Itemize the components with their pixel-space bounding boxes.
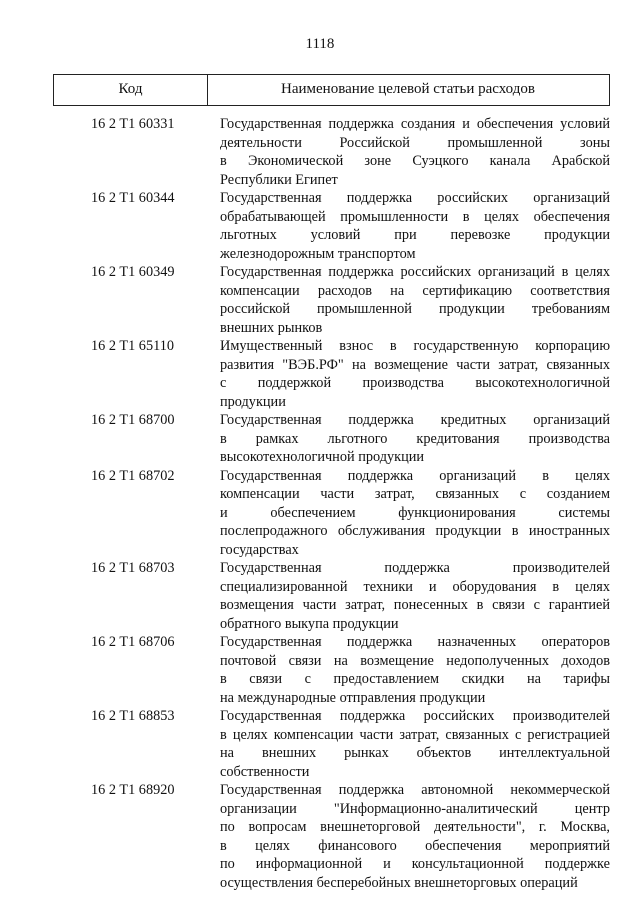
row-description (220, 781, 610, 892)
description-line: специализированной техники и оборудования в целях (220, 578, 610, 595)
description-line: с поддержкой производства высокотехнологичной (220, 375, 610, 391)
description-line: обратного выкупа продукции (220, 615, 399, 632)
description-line: в рамках льготного кредитования производства (220, 430, 610, 447)
description-line: в Экономической зоне Суэцкого канала Арабской (220, 153, 610, 169)
description-line: развития "ВЭБ.РФ" на возмещение части затрат, связанных (220, 356, 610, 373)
description-line: льготных условий при перевозке продукции (220, 227, 610, 243)
table-row (53, 559, 610, 633)
row-code: 16 2 T1 60344 (91, 190, 175, 206)
description-line: Государственная поддержка российских организаций в целях (220, 264, 610, 280)
description-line: на международные отправления продукции (220, 689, 486, 706)
row-description (220, 707, 610, 781)
description-line: Государственная поддержка организаций в целях (220, 467, 610, 484)
description-line: возмещения части затрат, понесенных в связи с гарантией (220, 597, 610, 613)
row-code: 16 2 T1 60349 (91, 264, 175, 280)
row-code: 16 2 T1 68702 (91, 467, 175, 484)
description-line: Государственная поддержка российских организаций (220, 190, 610, 206)
row-code: 16 2 T1 60331 (91, 116, 175, 132)
description-line: Государственная поддержка кредитных организаций (220, 412, 610, 428)
description-line: продукции (220, 393, 286, 410)
row-code: 16 2 T1 68920 (91, 782, 175, 798)
description-line: на внешних рынках объектов интеллектуальной (220, 745, 610, 761)
description-line: российской промышленной продукции требованиям (220, 301, 610, 317)
row-code: 16 2 T1 65110 (91, 338, 175, 354)
table-row (53, 337, 610, 411)
description-line: Государственная поддержка назначенных операторов (220, 634, 610, 650)
description-line: деятельности Российской промышленной зоны (220, 134, 610, 151)
table-row (53, 707, 610, 781)
description-line: Государственная поддержка производителей (220, 560, 610, 576)
table-row (53, 115, 610, 189)
table-row (53, 633, 610, 707)
description-line: по информационной и консультационной поддержке (220, 856, 610, 872)
description-line: в связи с предоставлением скидки на тарифы (220, 671, 610, 687)
description-line: и обеспечением функционирования системы (220, 504, 610, 521)
row-description (220, 633, 610, 707)
description-line: организации "Информационно-аналитический центр (220, 800, 610, 817)
description-line: государствах (220, 541, 299, 558)
table-row (53, 467, 610, 560)
description-line: железнодорожным транспортом (220, 245, 416, 262)
description-line: высокотехнологичной продукции (220, 449, 425, 465)
description-line: Государственная поддержка создания и обеспечения условий (220, 116, 610, 132)
row-code: 16 2 T1 68703 (91, 560, 175, 576)
row-code: 16 2 T1 68853 (91, 708, 175, 724)
row-description (220, 189, 610, 263)
table-body (53, 115, 610, 892)
header-name: Наименование целевой статьи расходов (281, 81, 535, 97)
row-code: 16 2 T1 68700 (91, 412, 175, 428)
row-description (220, 115, 610, 189)
description-line: Имущественный взнос в государственную корпорацию (220, 338, 610, 354)
description-line: Государственная поддержка автономной некоммерческой (220, 782, 610, 798)
table-row (53, 263, 610, 337)
description-line: внешних рынков (220, 319, 323, 336)
row-description (220, 559, 610, 633)
description-line: Республики Египет (220, 171, 338, 188)
table-row (53, 781, 610, 892)
row-description (220, 467, 610, 560)
description-line: почтовой связи на возмещение недополученных доходов (220, 652, 610, 669)
row-description (220, 411, 610, 467)
table-row (53, 411, 610, 467)
table-header (53, 74, 610, 106)
page-number: 1118 (305, 36, 335, 52)
description-line: компенсации части затрат, связанных с созданием (220, 486, 610, 502)
row-description (220, 337, 610, 411)
description-line: в целях компенсации части затрат, связанных с регистрацией (220, 726, 610, 743)
description-line: осуществления бесперебойных внешнеторговых операций (220, 874, 578, 891)
description-line: компенсации расходов на сертификацию соответствия (220, 282, 610, 299)
row-description (220, 263, 610, 337)
description-line: по вопросам внешнеторговой деятельности", г. Москва, (220, 819, 610, 835)
header-code: Код (118, 81, 143, 97)
description-line: собственности (220, 763, 310, 780)
description-line: в целях финансового обеспечения мероприятий (220, 837, 610, 854)
row-code: 16 2 T1 68706 (91, 634, 175, 650)
table-row (53, 189, 610, 263)
description-line: послепродажного обслуживания продукции в иностранных (220, 523, 610, 539)
description-line: обрабатывающей промышленности в целях обеспечения (220, 208, 610, 225)
description-line: Государственная поддержка российских производителей (220, 708, 610, 724)
